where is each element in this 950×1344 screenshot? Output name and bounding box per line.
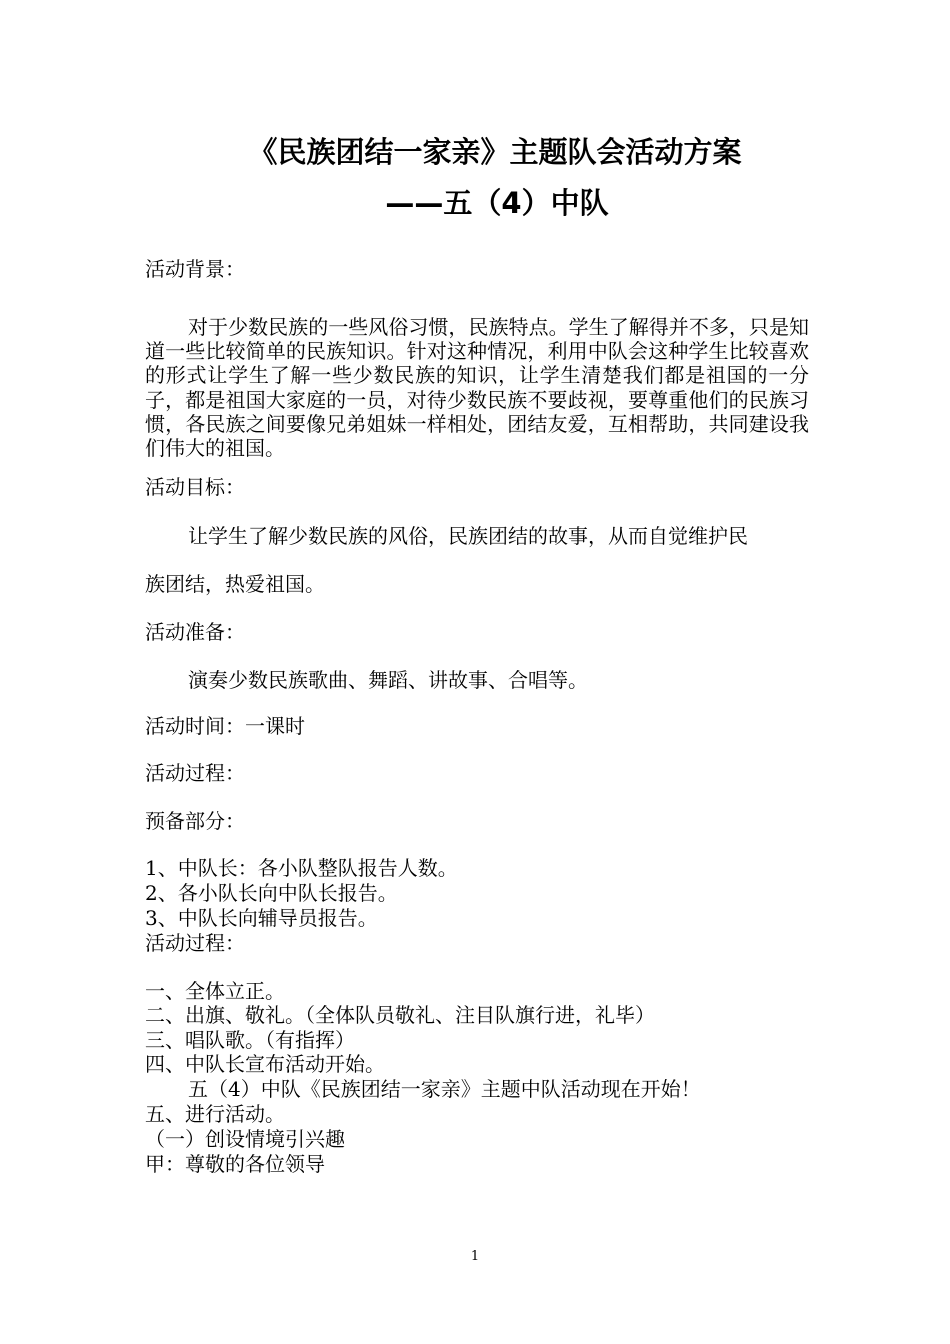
- process-heading-2: 活动过程：: [145, 931, 245, 955]
- preparatory-heading: 预备部分：: [145, 809, 245, 833]
- speaker-line: 甲：尊敬的各位领导: [145, 1152, 325, 1176]
- goal-heading: 活动目标：: [145, 475, 245, 499]
- prep-step-1: 1、中队长：各小队整队报告人数。: [145, 856, 458, 880]
- time-line: 活动时间：一课时: [145, 714, 305, 738]
- document-subtitle: ——五（4）中队: [385, 186, 609, 220]
- prep-step-3: 3、中队长向辅导员报告。: [145, 906, 378, 930]
- prep-step-2: 2、各小队长向中队长报告。: [145, 881, 398, 905]
- background-paragraph: 对于少数民族的一些风俗习惯，民族特点。学生了解得并不多，只是知道一些比较简单的民族知识。针对这种情况，利用中队会这种学生比较喜欢的形式让学生了解一些少数民族的知识，让学生清楚我们都是祖国的一分子，都是祖国大家庭的一员，对待少数民族不要歧视，要尊重他们的民族习惯，各民族之间要像兄弟姐妹一样相处，团结友爱，互相帮助，共同建设我们伟大的祖国。: [145, 315, 809, 461]
- step-3: 三、唱队歌。（有指挥）: [145, 1028, 355, 1052]
- step-1: 一、全体立正。: [145, 979, 285, 1003]
- page-number: 1: [470, 1249, 480, 1264]
- step-2: 二、出旗、敬礼。（全体队员敬礼、注目队旗行进，礼毕）: [145, 1003, 655, 1027]
- goal-line-2: 族团结，热爱祖国。: [145, 572, 325, 596]
- prep-text: 演奏少数民族歌曲、舞蹈、讲故事、合唱等。: [188, 668, 588, 692]
- background-heading: 活动背景：: [145, 257, 245, 281]
- document-title: 《民族团结一家亲》主题队会活动方案: [248, 135, 742, 169]
- goal-line-1: 让学生了解少数民族的风俗，民族团结的故事，从而自觉维护民: [188, 524, 748, 548]
- step-5: 五、进行活动。: [145, 1102, 285, 1126]
- step-4: 四、中队长宣布活动开始。: [145, 1052, 385, 1076]
- announcement: 五（4）中队《民族团结一家亲》主题中队活动现在开始！: [188, 1077, 701, 1101]
- process-heading: 活动过程：: [145, 761, 245, 785]
- prep-heading: 活动准备：: [145, 620, 245, 644]
- sub-step-1: （一）创设情境引兴趣: [145, 1127, 345, 1151]
